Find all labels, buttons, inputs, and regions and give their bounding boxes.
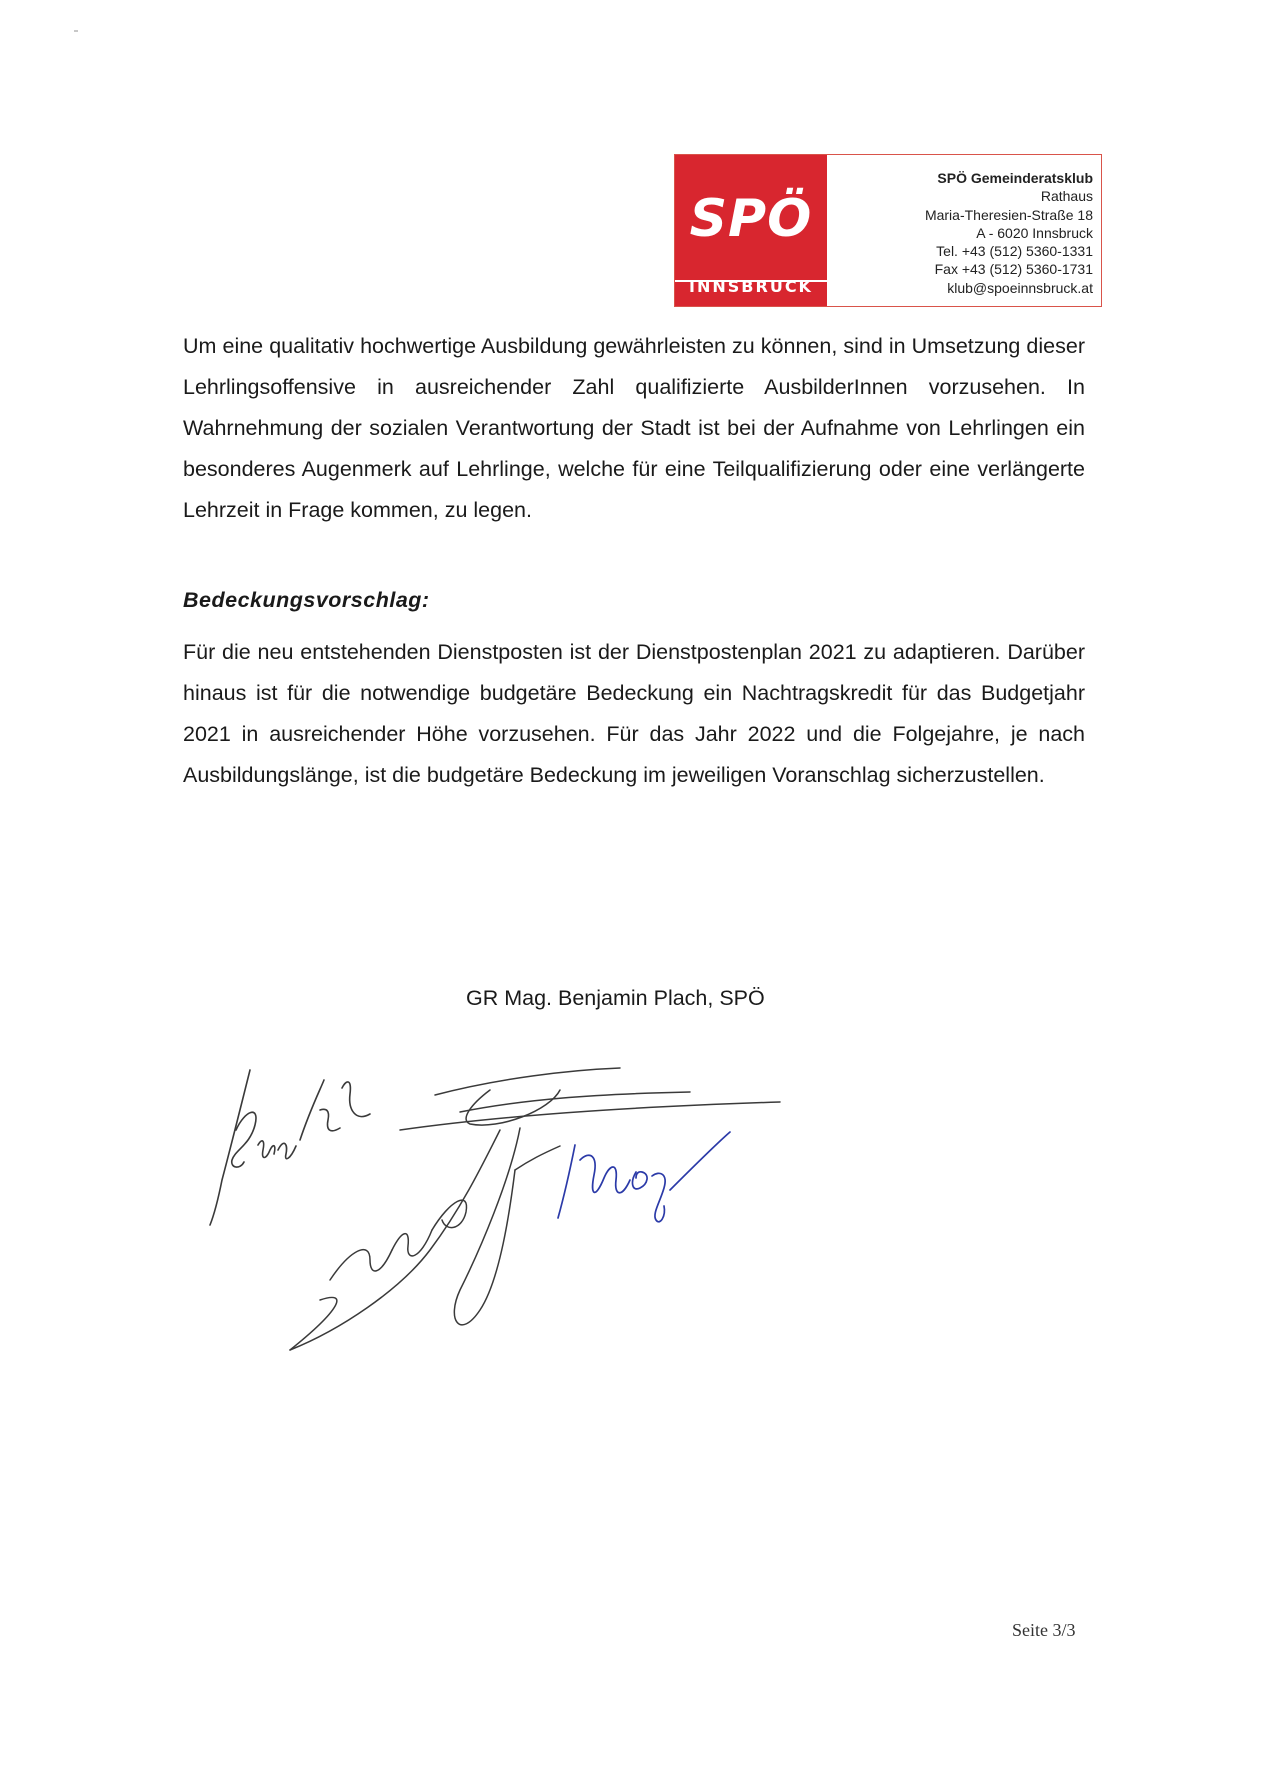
paragraph-funding: Für die neu entstehenden Dienstposten ist der Dienstpostenplan 2021 zu adaptieren. Darüber hinaus ist für die notwendige budgetäre Bedeckung ein Nachtragskredit für das Budgetjahr 2021 in ausreichender Höhe vorzusehen. Für das Jahr 2022 und die Folgejahre, je nach Ausbildungslänge, ist die budgetäre Bedeckung im jeweiligen Voranschlag sicherzustellen. [183, 640, 1085, 787]
page-number: Seite 3/3 [1012, 1620, 1076, 1640]
contact-org: SPÖ Gemeinderatsklub [937, 170, 1093, 186]
handwritten-signatures [170, 1050, 890, 1390]
contact-tel: Tel. +43 (512) 5360-1331 [936, 243, 1093, 260]
contact-line-2: Maria-Theresien-Straße 18 [924, 206, 1093, 223]
contact-line-3: A - 6020 Innsbruck [976, 224, 1093, 241]
spoe-logo [675, 155, 827, 306]
scan-artifact [74, 30, 78, 32]
logo-sub-text: INNSBRUCK [689, 277, 813, 296]
signature-blue [558, 1132, 730, 1222]
contact-line-1: Rathaus [1040, 188, 1093, 205]
signature-middle [290, 1068, 780, 1350]
letterhead [674, 154, 1102, 307]
signer-name: GR Mag. Benjamin Plach, SPÖ [466, 986, 765, 1010]
paragraph-training: Um eine qualitativ hochwertige Ausbildung gewährleisten zu können, sind in Umsetzung dieser Lehrlingsoffensive in ausreichender Zahl qualifizierte AusbilderInnen vorzusehen. In Wahrnehmung der sozialen Verantwortung der Stadt ist bei der Aufnahme von Lehrlingen ein besonderes Augenmerk auf Lehrlinge, welche für eine Teilqualifizierung oder eine verlängerte Lehrzeit in Frage kommen, zu legen. [183, 334, 1085, 522]
contact-block [827, 155, 1101, 306]
contact-fax: Fax +43 (512) 5360-1731 [934, 261, 1093, 278]
section-heading: Bedeckungsvorschlag: [183, 588, 430, 612]
contact-email: klub@spoeinnsbruck.at [947, 279, 1093, 296]
signature-left [210, 1070, 370, 1225]
logo-main-text: SPÖ [689, 189, 813, 249]
